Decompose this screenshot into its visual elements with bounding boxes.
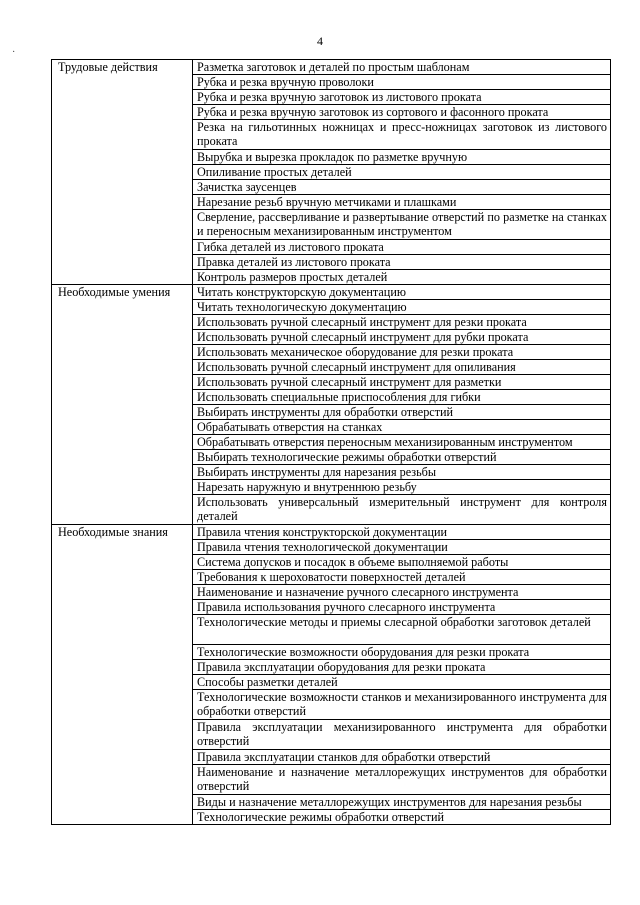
table-cell-item: Зачистка заусенцев <box>193 180 611 195</box>
table-row <box>52 60 611 75</box>
table-cell-item: Использовать механическое оборудование для резки проката <box>193 345 611 360</box>
page-number: 4 <box>317 34 323 48</box>
table-cell-item: Обрабатывать отверстия переносным механизированным инструментом <box>193 435 611 450</box>
table-cell-item: Обрабатывать отверстия на станках <box>193 420 611 435</box>
table-cell-item: Требования к шероховатости поверхностей деталей <box>193 570 611 585</box>
table-row <box>52 525 611 540</box>
table-cell-item: Способы разметки деталей <box>193 675 611 690</box>
table-cell-item: Читать технологическую документацию <box>193 300 611 315</box>
table-cell-item: Наименование и назначение ручного слесарного инструмента <box>193 585 611 600</box>
table-cell-item: Правила чтения технологической документации <box>193 540 611 555</box>
table-cell-item: Сверление, рассверливание и развертывание отверстий по разметке на станках и переносным механизированным инструментом <box>193 210 611 240</box>
table-cell-item: Читать конструкторскую документацию <box>193 285 611 300</box>
table-cell-item: Рубка и резка вручную заготовок из сортового и фасонного проката <box>193 105 611 120</box>
table-cell-item: Использовать ручной слесарный инструмент для разметки <box>193 375 611 390</box>
table-cell-item: Использовать ручной слесарный инструмент для резки проката <box>193 315 611 330</box>
table-cell-item: Нарезать наружную и внутреннюю резьбу <box>193 480 611 495</box>
table-cell-item: Правила эксплуатации оборудования для резки проката <box>193 660 611 675</box>
competency-table <box>51 59 611 825</box>
table-row <box>52 285 611 300</box>
table-cell-item: Правила чтения конструкторской документации <box>193 525 611 540</box>
table-cell-item: Технологические возможности станков и механизированного инструмента для обработки отверстий <box>193 690 611 720</box>
table-cell-item: Технологические режимы обработки отверстий <box>193 810 611 825</box>
table-cell-item: Нарезание резьб вручную метчиками и плашками <box>193 195 611 210</box>
table-cell-item: Правка деталей из листового проката <box>193 255 611 270</box>
table-cell-item: Выбирать инструменты для нарезания резьбы <box>193 465 611 480</box>
table-cell-item: Вырубка и вырезка прокладок по разметке вручную <box>193 150 611 165</box>
table-cell-item: Виды и назначение металлорежущих инструментов для нарезания резьбы <box>193 795 611 810</box>
table-cell-item: Технологические методы и приемы слесарной обработки заготовок деталей <box>193 615 611 645</box>
table-cell-item: Опиливание простых деталей <box>193 165 611 180</box>
table-cell-item: Разметка заготовок и деталей по простым шаблонам <box>193 60 611 75</box>
table-cell-item: Правила эксплуатации механизированного инструмента для обработки отверстий <box>193 720 611 750</box>
table-cell-item: Использовать ручной слесарный инструмент для рубки проката <box>193 330 611 345</box>
table-cell-item: Рубка и резка вручную проволоки <box>193 75 611 90</box>
section-label: Необходимые умения <box>52 285 193 525</box>
table-body <box>52 60 611 825</box>
table-cell-item: Правила использования ручного слесарного инструмента <box>193 600 611 615</box>
table-cell-item: Выбирать инструменты для обработки отверстий <box>193 405 611 420</box>
table-cell-item: Использовать универсальный измерительный инструмент для контроля деталей <box>193 495 611 525</box>
table-cell-item: Правила эксплуатации станков для обработки отверстий <box>193 750 611 765</box>
section-label: Трудовые действия <box>52 60 193 285</box>
table-cell-item: Наименование и назначение металлорежущих инструментов для обработки отверстий <box>193 765 611 795</box>
table-cell-item: Система допусков и посадок в объеме выполняемой работы <box>193 555 611 570</box>
scan-mark: · <box>12 47 16 58</box>
table-cell-item: Использовать специальные приспособления для гибки <box>193 390 611 405</box>
table-cell-item: Гибка деталей из листового проката <box>193 240 611 255</box>
table-cell-item: Использовать ручной слесарный инструмент для опиливания <box>193 360 611 375</box>
table-cell-item: Резка на гильотинных ножницах и пресс-ножницах заготовок из листового проката <box>193 120 611 150</box>
section-label: Необходимые знания <box>52 525 193 825</box>
table-cell-item: Технологические возможности оборудования для резки проката <box>193 645 611 660</box>
table-cell-item: Выбирать технологические режимы обработки отверстий <box>193 450 611 465</box>
table-cell-item: Контроль размеров простых деталей <box>193 270 611 285</box>
table-cell-item: Рубка и резка вручную заготовок из листового проката <box>193 90 611 105</box>
